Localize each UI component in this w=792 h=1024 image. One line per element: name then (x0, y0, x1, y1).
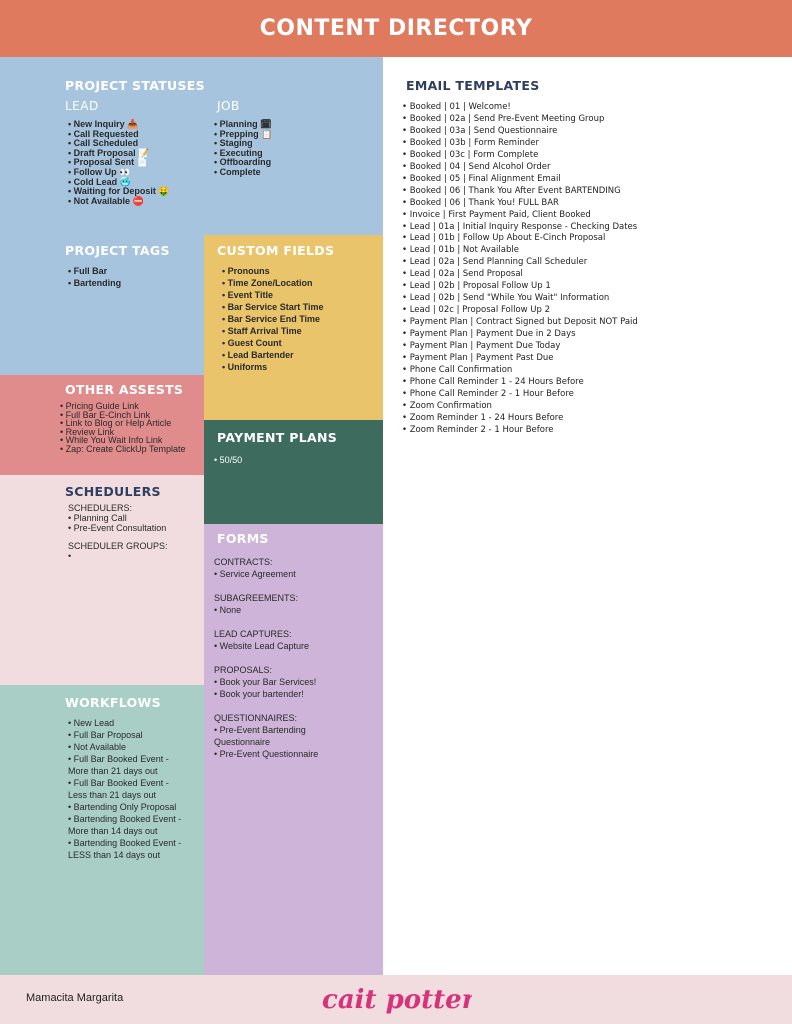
list-item: • Planning Call (68, 513, 166, 523)
list-item: • While You Wait Info Link (60, 436, 186, 445)
email-template-item: • Phone Call Confirmation (402, 364, 513, 375)
lead-captures-label: LEAD CAPTURES: (214, 629, 292, 639)
list-item: • Bar Service Start Time (222, 301, 324, 313)
email-template-item: • Zoom Reminder 1 - 24 Hours Before (402, 412, 564, 423)
email-templates-panel (383, 57, 792, 975)
custom-fields-panel (204, 235, 383, 420)
project-statuses-title: PROJECT STATUSES (65, 78, 205, 93)
list-item: • Waiting for Deposit 🤑 (68, 187, 170, 197)
email-template-item: • Booked | 02a | Send Pre-Event Meeting Group (402, 113, 605, 124)
other-assets-panel (0, 375, 204, 475)
email-template-item: • Lead | 02c | Proposal Follow Up 2 (402, 305, 551, 316)
email-templates-title: EMAIL TEMPLATES (406, 78, 540, 93)
forms-title: FORMS (217, 531, 269, 546)
email-template-item: • Zoom Reminder 2 - 1 Hour Before (402, 424, 554, 435)
subagreement-item: • None (214, 605, 242, 615)
list-item: • Staging (214, 139, 272, 149)
client-name: Mamacita Margarita (26, 992, 124, 1004)
forms-panel (204, 524, 383, 975)
job-status-list (214, 120, 272, 178)
project-statuses-panel (0, 57, 383, 235)
list-item: • Review Link (60, 428, 186, 437)
payment-plans-title: PAYMENT PLANS (217, 430, 338, 445)
brand-logo-wordmark (322, 981, 472, 1017)
custom-fields-list (222, 265, 324, 373)
list-item: • Guest Count (222, 337, 324, 349)
email-template-item: • Booked | 04 | Send Alcohol Order (402, 161, 551, 172)
forms-content (214, 556, 379, 760)
list-item: • Follow Up 👀 (68, 168, 170, 178)
list-item: • 50/50 (214, 454, 242, 466)
list-item-continued: More than 14 days out (68, 826, 158, 836)
lead-column-title: LEAD (65, 99, 99, 113)
email-template-item: • Booked | 03c | Form Complete (402, 149, 539, 160)
list-item: • Prepping 📋 (214, 130, 272, 140)
proposals-label: PROPOSALS: (214, 665, 273, 675)
email-template-item: • Booked | 03b | Form Reminder (402, 137, 539, 148)
list-item: • Call Requested (68, 130, 170, 140)
email-template-item: • Phone Call Reminder 1 - 24 Hours Before (402, 376, 584, 387)
list-item: • Bartending (68, 277, 121, 289)
email-template-item: • Payment Plan | Payment Past Due (402, 353, 554, 364)
email-template-item: • Zoom Confirmation (402, 400, 492, 411)
scheduler-groups-list (68, 551, 71, 561)
workflows-list (68, 717, 202, 861)
list-item: • Time Zone/Location (222, 277, 324, 289)
list-item: • Bartending Only Proposal (68, 802, 177, 812)
workflows-panel (0, 685, 204, 975)
list-item: • Staff Arrival Time (222, 325, 324, 337)
email-template-item: • Lead | 01a | Initial Inquiry Response - Checking Dates (402, 221, 638, 232)
lead-capture-item: • Website Lead Capture (214, 641, 310, 651)
list-item: • New Inquiry 📥 (68, 120, 170, 130)
list-item: • Uniforms (222, 361, 324, 373)
project-tags-title: PROJECT TAGS (65, 243, 170, 258)
list-item (68, 551, 71, 561)
questionnaires-label: QUESTIONNAIRES: (214, 713, 298, 723)
contracts-label: CONTRACTS: (214, 557, 273, 567)
project-tags-panel (0, 235, 204, 375)
email-templates-list (402, 102, 638, 437)
list-item: • Full Bar Booked Event - (68, 778, 169, 788)
proposal-item: • Book your Bar Services! (214, 677, 317, 687)
email-template-item: • Lead | 01b | Not Available (402, 245, 519, 256)
email-template-item: • Booked | 06 | Thank You! FULL BAR (402, 197, 559, 208)
custom-fields-title: CUSTOM FIELDS (217, 243, 335, 258)
email-template-item: • Booked | 06 | Thank You After Event BARTENDING (402, 185, 621, 196)
subagreements-label: SUBAGREEMENTS: (214, 593, 299, 603)
scheduler-groups-label: SCHEDULER GROUPS: (68, 541, 168, 551)
list-item: • Planning 🗓 (214, 120, 272, 130)
list-item: • Cold Lead 🥶 (68, 178, 170, 188)
list-item: • Pricing Guide Link (60, 402, 186, 411)
email-template-item: • Lead | 02a | Send Planning Call Scheduler (402, 257, 588, 268)
list-item: • Proposal Sent 📄 (68, 158, 170, 168)
logo-text: cait potter (322, 985, 472, 1015)
list-item-continued: Less than 21 days out (68, 790, 157, 800)
list-item: • Executing (214, 149, 272, 159)
list-item: • Pronouns (222, 265, 324, 277)
list-item: • Offboarding (214, 158, 272, 168)
email-template-item: • Booked | 05 | Final Alignment Email (402, 173, 561, 184)
schedulers-title: SCHEDULERS (65, 484, 161, 499)
list-item: • Full Bar Proposal (68, 730, 143, 740)
brand-logo (322, 981, 472, 1017)
questionnaire-item: • Pre-Event Bartending (214, 725, 306, 735)
email-template-item: • Phone Call Reminder 2 - 1 Hour Before (402, 388, 574, 399)
list-item: • Full Bar (68, 265, 121, 277)
job-column-title: JOB (217, 99, 240, 113)
list-item: • Call Scheduled (68, 139, 170, 149)
list-item: • Not Available (68, 742, 127, 752)
lead-status-list (68, 120, 170, 206)
payment-plans-panel (204, 420, 383, 524)
schedulers-label: SCHEDULERS: (68, 503, 133, 513)
other-assets-list (60, 402, 186, 454)
email-template-item: • Lead | 02a | Send Proposal (402, 269, 523, 280)
list-item: • Link to Blog or Help Article (60, 419, 186, 428)
schedulers-list (68, 513, 166, 533)
footer (0, 975, 792, 1024)
workflows-title: WORKFLOWS (65, 695, 161, 710)
email-template-item: • Lead | 01b | Follow Up About E-Cinch Proposal (402, 233, 606, 244)
list-item: • Pre-Event Consultation (68, 523, 166, 533)
list-item: • Not Available ⛔ (68, 197, 170, 207)
list-item: • Zap: Create ClickUp Template (60, 445, 186, 454)
list-item: • Draft Proposal 📝 (68, 149, 170, 159)
email-template-item: • Lead | 02b | Proposal Follow Up 1 (402, 281, 551, 292)
list-item: • Event Title (222, 289, 324, 301)
list-item: • New Lead (68, 718, 115, 728)
email-template-item: • Invoice | First Payment Paid, Client Booked (402, 209, 591, 220)
list-item: • Full Bar E-Cinch Link (60, 411, 186, 420)
questionnaire-item: • Pre-Event Questionnaire (214, 749, 319, 759)
email-template-item: • Booked | 03a | Send Questionnaire (402, 125, 558, 136)
email-template-item: • Booked | 01 | Welcome! (402, 102, 511, 112)
proposal-item: • Book your bartender! (214, 689, 304, 699)
list-item: • Full Bar Booked Event - (68, 754, 169, 764)
list-item: • Bartending Booked Event - (68, 814, 182, 824)
page-title: CONTENT DIRECTORY (0, 0, 792, 57)
contract-item: • Service Agreement (214, 569, 296, 579)
list-item: • Bartending Booked Event - (68, 838, 182, 848)
list-item-continued: LESS than 14 days out (68, 850, 161, 860)
other-assets-title: OTHER ASSESTS (65, 382, 184, 397)
email-template-item: • Payment Plan | Contract Signed but Deposit NOT Paid (402, 317, 638, 328)
list-item-continued: More than 21 days out (68, 766, 158, 776)
schedulers-panel (0, 475, 204, 685)
list-item: • Lead Bartender (222, 349, 324, 361)
project-tags-list (68, 265, 121, 289)
email-template-item: • Payment Plan | Payment Due in 2 Days (402, 329, 576, 340)
email-template-item: • Payment Plan | Payment Due Today (402, 341, 561, 352)
email-template-item: • Lead | 02b | Send "While You Wait" Information (402, 293, 610, 304)
list-item: • Bar Service End Time (222, 313, 324, 325)
questionnaire-item-continued: Questionnaire (214, 737, 271, 747)
list-item: • Complete (214, 168, 272, 178)
payment-plans-list (214, 454, 242, 466)
